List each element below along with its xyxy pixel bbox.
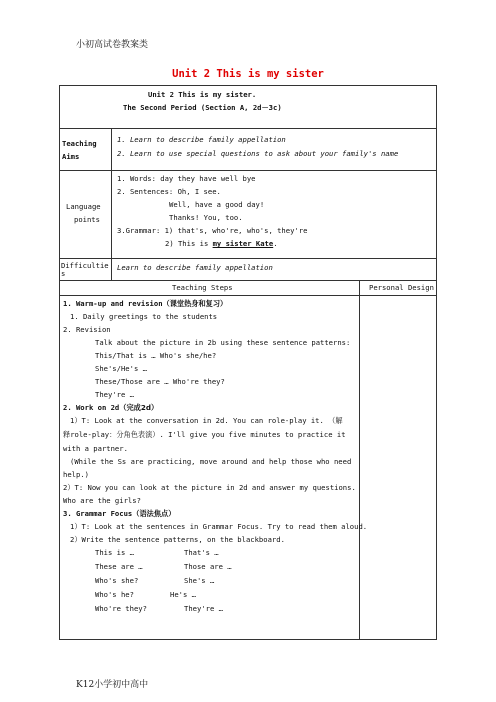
grammar-2-suffix: . <box>273 239 278 248</box>
pattern-left: Who're they? <box>95 604 147 613</box>
pattern-left: These are … <box>95 562 143 571</box>
sentence-3: Thanks! You, too. <box>169 213 243 222</box>
steps-body-cell <box>60 296 368 639</box>
steps-header-row <box>60 281 436 296</box>
aim-item: 2. Learn to use special questions to ask about your family's name <box>117 149 399 158</box>
steps-header-cell <box>60 281 360 295</box>
step-line: Talk about the picture in 2b using these sentence patterns: <box>95 338 351 347</box>
sentences-line: 2. Sentences: Oh, I see. <box>117 187 221 196</box>
language-label-2: points <box>74 215 100 224</box>
step-line: 1）T: Look at the conversation in 2d. You can role-play it. （解 <box>70 416 343 425</box>
step-line: 1）T: Look at the sentences in Grammar Focus. Try to read them aloud. <box>70 522 368 531</box>
design-header: Personal Design <box>369 283 434 292</box>
aims-row <box>60 129 436 171</box>
steps-header: Teaching Steps <box>172 283 233 292</box>
step-3-heading-cn: （语法焦点） <box>132 509 176 518</box>
difficulties-label: Difficultie <box>61 261 109 270</box>
step-2-heading <box>63 402 158 415</box>
lesson-heading-row <box>60 86 436 129</box>
step-line: She's/He's … <box>95 364 147 373</box>
unit-heading: Unit 2 This is my sister. <box>148 90 257 99</box>
grammar-line-2 <box>165 238 278 251</box>
step-line: 释role-play：分角色表演）. I'll give you five minutes to practice it <box>63 430 346 439</box>
aim-item: 1. Learn to describe family appellation <box>117 135 286 144</box>
pattern-right: He's … <box>170 590 196 599</box>
pattern-right: That's … <box>184 548 219 557</box>
sentence-2: Well, have a good day! <box>169 200 265 209</box>
language-label: Language <box>66 202 101 211</box>
step-line: 1. Daily greetings to the students <box>70 312 218 321</box>
words-line: 1. Words: day they have well bye <box>117 174 256 183</box>
steps-body-row <box>60 296 436 639</box>
step-line: with a partner. <box>63 444 128 453</box>
step-3-heading-en: 3. Grammar Focus <box>63 509 133 518</box>
language-row <box>60 171 436 259</box>
step-1-heading <box>63 298 227 311</box>
step-line: Who are the girls? <box>63 496 141 505</box>
difficulties-label-2: s <box>61 269 66 278</box>
document-title: Unit 2 This is my sister <box>172 68 324 80</box>
step-line: This/That is … Who's she/he? <box>95 351 217 360</box>
pattern-right: They're … <box>184 604 223 613</box>
step-line: 2. Revision <box>63 325 111 334</box>
step-2-heading-cn: （完成2d） <box>119 403 159 412</box>
pattern-right: She's … <box>184 576 215 585</box>
grammar-2-underlined: my sister Kate <box>212 239 274 248</box>
step-line: These/Those are … Who're they? <box>95 377 225 386</box>
difficulties-label-cell <box>60 259 112 280</box>
step-2-heading-en: 2. Work on 2d <box>63 403 120 412</box>
difficulties-text: Learn to describe family appellation <box>117 263 273 272</box>
aims-label-cell <box>60 129 112 170</box>
step-1-heading-en: 1. Warm-up and revision <box>63 299 163 308</box>
grammar-line: 3.Grammar: 1) that's, who're, who's, they're <box>117 226 308 235</box>
pattern-left: Who's she? <box>95 576 139 585</box>
aims-label: Teaching Aims <box>62 139 97 161</box>
pattern-right: Those are … <box>184 562 232 571</box>
grammar-2-prefix: 2) This is <box>165 239 213 248</box>
step-line: They're … <box>95 390 134 399</box>
step-3-heading <box>63 508 175 521</box>
step-line: 2）T: Now you can look at the picture in 2d and answer my questions. <box>63 483 356 492</box>
page-footer: K12小学初中高中 <box>76 680 149 690</box>
step-line: 2）Write the sentence patterns, on the blackboard. <box>70 535 285 544</box>
language-label-cell <box>60 171 112 258</box>
lesson-plan-table <box>59 85 437 640</box>
page-header: 小初高试卷教案类 <box>76 40 149 50</box>
pattern-left: This is … <box>95 548 134 557</box>
step-line: (While the Ss are practicing, move around and help those who need <box>70 457 352 466</box>
pattern-left: Who's he? <box>95 590 134 599</box>
step-1-heading-cn: （课堂热身和复习） <box>162 299 228 308</box>
difficulties-row <box>60 259 436 281</box>
step-line: help.) <box>63 470 89 479</box>
period-heading: The Second Period (Section A, 2d－3c) <box>123 103 282 112</box>
